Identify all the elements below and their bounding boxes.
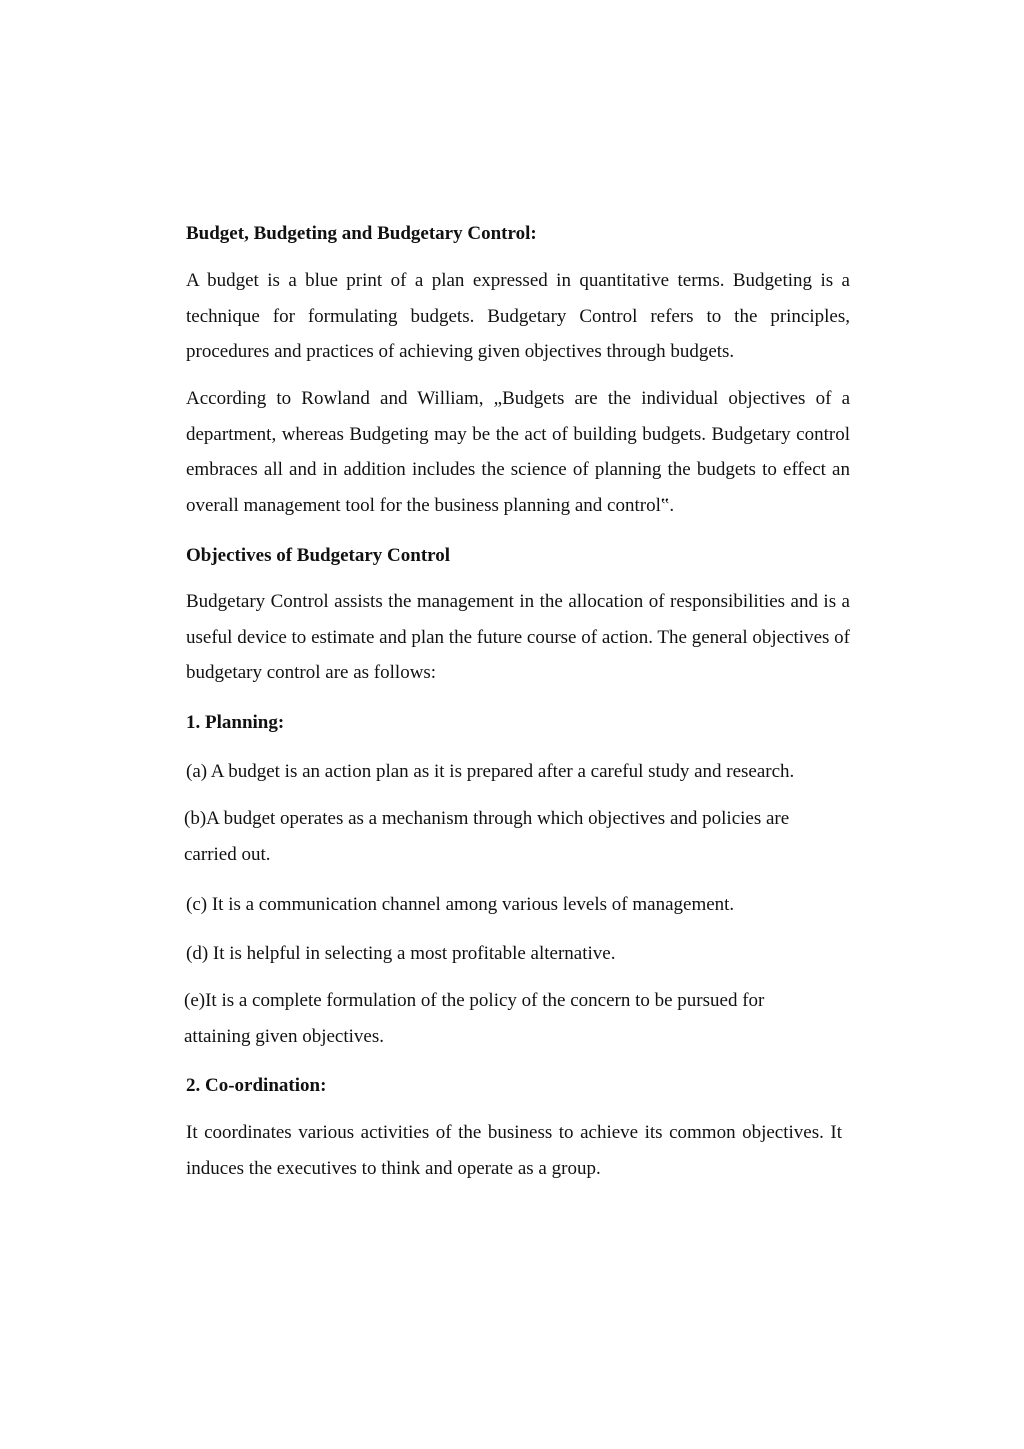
paragraph-coordination: It coordinates various activities of the business to achieve its common objectives. It induces the executives to think and operate as a group. [186,1122,842,1179]
subheading-coordination: 2. Co-ordination: [186,1075,327,1096]
paragraph-rowland-william-quote: According to Rowland and William, „Budgets are the individual objectives of a department, whereas Budgeting may be the act of building budgets. Budgetary control embraces all and in addition includes the science of planning the budgets to effect an overall management tool for the business planning and control‟. [186,388,850,517]
list-item-planning-e: (e)It is a complete formulation of the policy of the concern to be pursued for attaining given objectives. [184,990,765,1047]
list-item-planning-a: (a) A budget is an action plan as it is prepared after a careful study and research. [186,761,795,782]
paragraph-objectives-intro: Budgetary Control assists the management in the allocation of responsibilities and is a useful device to estimate and plan the future course of action. The general objectives of budgetary control are as follows: [186,591,850,684]
section-heading-budget: Budget, Budgeting and Budgetary Control: [186,223,537,244]
subheading-planning: 1. Planning: [186,712,285,733]
paragraph-budget-definition: A budget is a blue print of a plan expressed in quantitative terms. Budgeting is a technique for formulating budgets. Budgetary Control refers to the principles, procedures and practices of achieving given objectives through budgets. [186,270,850,363]
list-item-planning-c: (c) It is a communication channel among various levels of management. [186,894,735,915]
list-item-planning-b: (b)A budget operates as a mechanism through which objectives and policies are carried out. [184,808,790,865]
list-item-planning-d: (d) It is helpful in selecting a most profitable alternative. [186,943,616,964]
section-heading-objectives: Objectives of Budgetary Control [186,545,451,566]
